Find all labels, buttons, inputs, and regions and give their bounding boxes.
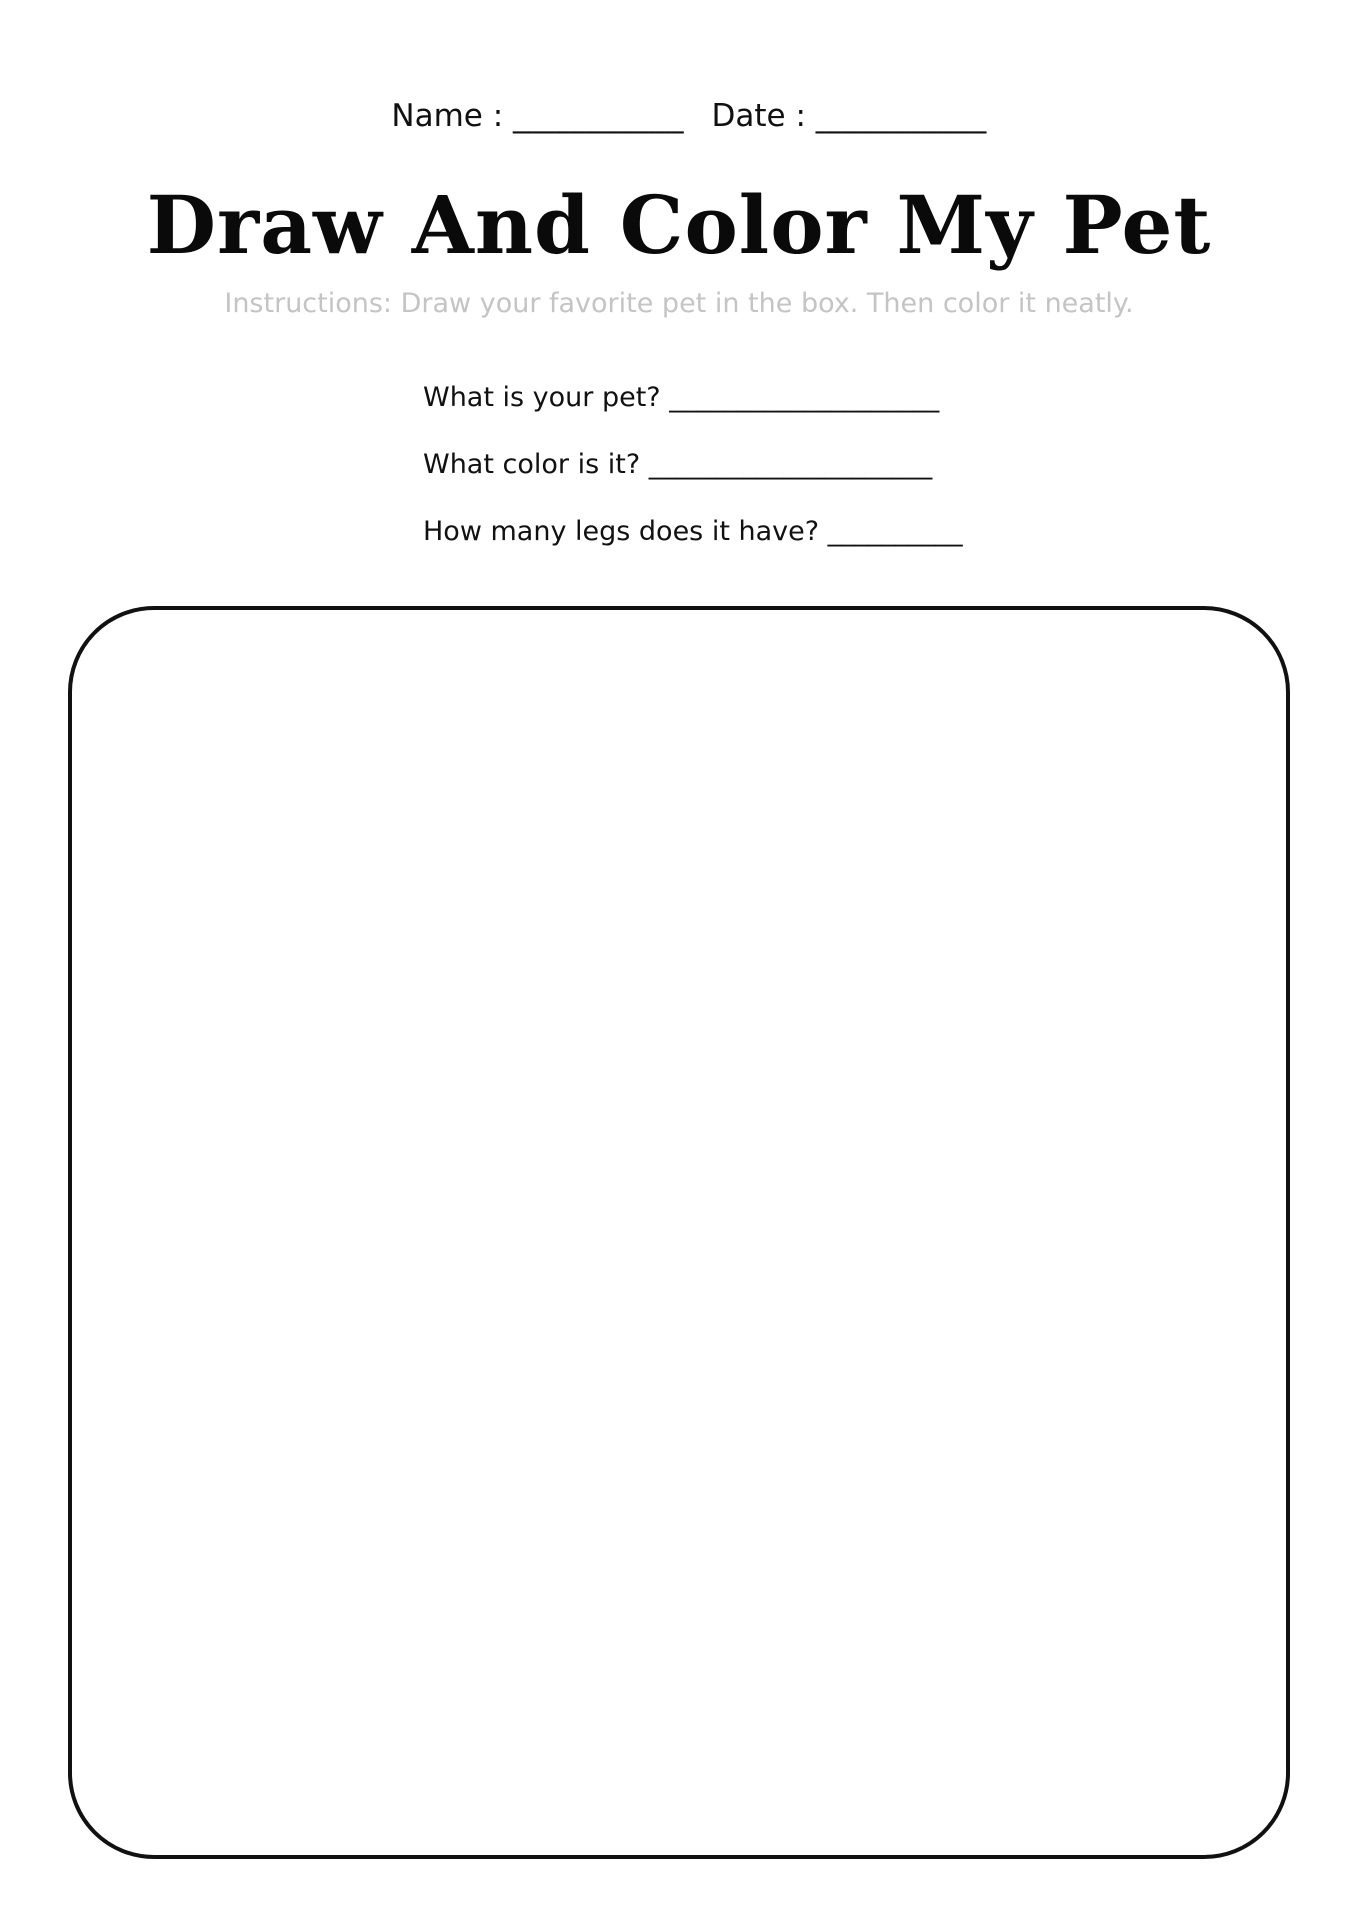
- name-field[interactable]: Name : ___________: [391, 98, 684, 134]
- instructions-text: Instructions: Draw your favorite pet in the box. Then color it neatly.: [224, 288, 1134, 319]
- question-color[interactable]: What color is it? _____________________: [423, 449, 933, 480]
- page-title: Draw And Color My Pet: [146, 178, 1212, 272]
- question-pet[interactable]: What is your pet? ____________________: [423, 382, 940, 413]
- question-list: [423, 378, 1043, 579]
- drawing-box[interactable]: [68, 606, 1290, 1859]
- name-date-line: [0, 62, 1358, 134]
- question-legs[interactable]: How many legs does it have? __________: [423, 516, 963, 547]
- date-field[interactable]: Date : ___________: [711, 98, 987, 134]
